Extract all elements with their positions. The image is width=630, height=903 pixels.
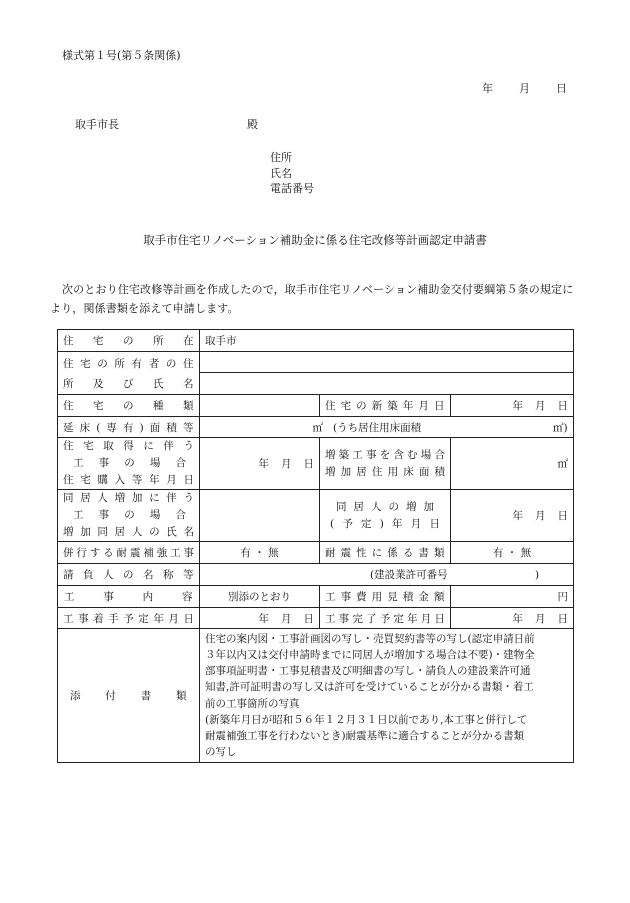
table-row	[58, 373, 574, 395]
work-label: 工事内容	[58, 586, 200, 608]
date-day-label: 日	[303, 612, 314, 625]
floor-area-value[interactable]	[200, 417, 574, 438]
cost-value[interactable]: 円	[451, 586, 574, 608]
applicant-address-label: 住所	[270, 151, 292, 164]
purchase-label	[58, 438, 200, 490]
date-year-label: 年	[512, 510, 524, 522]
table-row	[58, 564, 574, 586]
seismic-work-label: 併行する耐震補強工事	[58, 542, 200, 564]
date-day-label: 日	[556, 82, 567, 95]
cohabitant-date-label-line1: 同居人の増加	[336, 500, 434, 513]
owner-name-field[interactable]	[200, 373, 574, 395]
license-label: (建設業許可番号	[370, 569, 448, 581]
floor-area-label: 延床(専有)面積等	[58, 417, 200, 438]
residential-area-unit: ㎡)	[553, 421, 568, 434]
form-number: 様式第１号(第５条関係)	[62, 49, 181, 62]
applicant-block	[270, 150, 314, 197]
table-row	[58, 330, 574, 352]
attachment-line: (新築年月日が昭和５６年１２月３１日以前であり,本工事と併行して	[205, 713, 528, 726]
cohabitant-date-label	[320, 490, 451, 542]
contractor-label: 請負人の名称等	[58, 564, 200, 586]
table-row	[58, 438, 574, 490]
table-row	[58, 629, 574, 763]
seismic-doc-choice[interactable]: 有 ・ 無	[451, 542, 574, 564]
seismic-doc-label: 耐震性に係る書類	[320, 542, 451, 564]
extension-label	[320, 438, 451, 490]
applicant-phone-label: 電話番号	[270, 182, 314, 195]
date-month-label: 月	[535, 510, 546, 522]
attachments-list	[200, 629, 574, 763]
owner-address-field[interactable]	[200, 352, 574, 373]
date-month-label: 月	[519, 82, 530, 95]
attachment-line: 住宅の案内図・工事計画図の写し・売買契約書等の写し(認定申請日前	[205, 632, 535, 645]
cohabitant-name-field[interactable]	[200, 490, 320, 542]
date-year-label: 年	[482, 82, 493, 95]
table-row	[58, 395, 574, 417]
cohabitant-label-line2: 工事の場合	[73, 509, 186, 521]
purchase-label-line1: 住宅取得に伴う	[63, 440, 194, 452]
type-label: 住宅の種類	[58, 395, 200, 417]
date-month-label: 月	[535, 612, 546, 625]
table-row	[58, 608, 574, 629]
attachment-line: の写し	[205, 746, 237, 759]
table-row	[58, 490, 574, 542]
date-year-label: 年	[258, 458, 269, 470]
addressee: 取手市長	[75, 118, 119, 131]
location-label: 住宅の所在	[58, 330, 200, 352]
date-year-label: 年	[512, 612, 524, 625]
end-date-label: 工事完了予定年月日	[320, 608, 451, 629]
cohabitant-label-line3: 増加同居人の氏名	[63, 526, 194, 538]
contractor-value[interactable]	[200, 564, 574, 586]
work-value: 別添のとおり	[200, 586, 320, 608]
location-value: 取手市	[200, 330, 574, 352]
cohabitant-date[interactable]	[451, 490, 574, 542]
new-build-label: 住宅の新築年月日	[320, 395, 451, 417]
license-close: )	[535, 569, 540, 581]
purchase-label-line3: 住宅購入等年月日	[63, 474, 194, 486]
end-date[interactable]	[451, 608, 574, 629]
attachment-line: 知書,許可証明書の写し又は許可を受けていることが分かる書類・着工	[205, 681, 534, 694]
attachment-line: 前の工事箇所の写真	[205, 697, 300, 710]
seismic-work-choice[interactable]: 有 ・ 無	[200, 542, 320, 564]
extension-area-value[interactable]: ㎡	[451, 438, 574, 490]
table-row	[58, 352, 574, 373]
cohabitant-label	[58, 490, 200, 542]
attachments-label: 添付書類	[58, 629, 200, 763]
purchase-label-line2: 工事の場合	[73, 457, 186, 469]
table-row	[58, 586, 574, 608]
cost-label: 工事費用見積金額	[320, 586, 451, 608]
table-row	[58, 542, 574, 564]
date-year-label: 年	[258, 612, 269, 625]
attachment-line: 部事項証明書・工事見積書及び明細書の写し・請負人の建設業許可通	[205, 665, 531, 678]
purchase-date[interactable]	[200, 438, 320, 490]
attachment-line: 耐震補強工事を行わないとき)耐震基準に適合することが分かる書類	[205, 729, 525, 742]
addressee-suffix: 殿	[247, 118, 258, 131]
new-build-date[interactable]	[451, 395, 574, 417]
owner-label-line1: 住宅の所有者の住	[58, 352, 200, 373]
owner-label-line2: 所及び氏名	[58, 373, 200, 395]
date-month-label: 月	[281, 612, 292, 625]
cohabitant-date-label-line2: (予定)年月日	[330, 517, 440, 530]
date-year-label: 年	[512, 400, 524, 412]
date-month-label: 月	[281, 458, 292, 470]
start-date[interactable]	[200, 608, 320, 629]
date-month-label: 月	[535, 400, 546, 412]
attachment-line: ３年以内又は交付申請時までに同居人が増加する場合は不要)・建物全	[205, 648, 535, 661]
table-row	[58, 417, 574, 438]
floor-area-unit: ㎡	[312, 421, 323, 434]
application-date	[482, 80, 567, 96]
extension-label-line2: 増加居住用床面積	[325, 465, 445, 478]
type-value[interactable]	[200, 395, 320, 417]
date-day-label: 日	[557, 510, 569, 522]
application-form-table	[57, 329, 574, 763]
document-title: 取手市住宅リノベーション補助金に係る住宅改修等計画認定申請書	[143, 233, 487, 247]
residential-area-label: (うち居住用床面積	[333, 421, 422, 434]
start-date-label: 工事着手予定年月日	[58, 608, 200, 629]
extension-label-line1: 増築工事を含む場合	[325, 448, 445, 461]
date-day-label: 日	[303, 458, 314, 470]
date-day-label: 日	[557, 612, 569, 625]
date-day-label: 日	[557, 400, 569, 412]
intro-paragraph: 次のとおり住宅改修等計画を作成したので，取手市住宅リノベーション補助金交付要綱第５条の規定により，関係書類を添えて申請します。	[50, 283, 574, 315]
applicant-name-label: 氏名	[270, 166, 292, 180]
cohabitant-label-line1: 同居人増加に伴う	[63, 492, 194, 504]
